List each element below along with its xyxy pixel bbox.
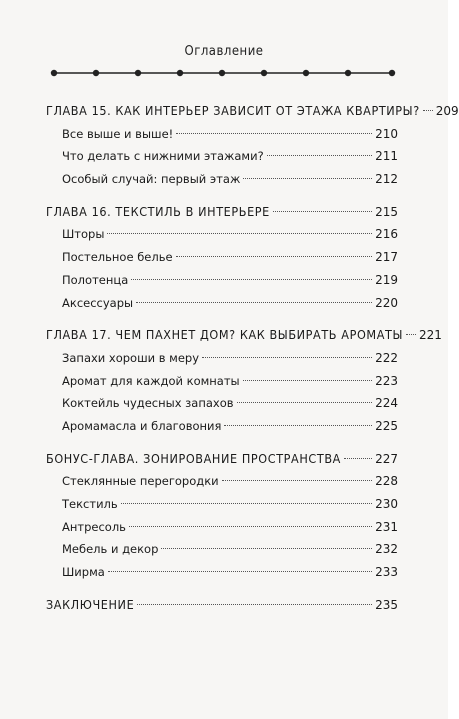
dot-leader bbox=[243, 380, 372, 381]
item-label: Постельное белье bbox=[62, 250, 173, 265]
dot-leader bbox=[161, 548, 372, 549]
toc-item[interactable] bbox=[46, 123, 398, 146]
item-label: Особый случай: первый этаж bbox=[62, 172, 241, 187]
dot-leader bbox=[131, 279, 372, 280]
toc-item[interactable] bbox=[46, 246, 398, 269]
dot-leader bbox=[243, 178, 372, 179]
page-title: Оглавление bbox=[184, 44, 264, 59]
item-label: Полотенца bbox=[62, 272, 129, 287]
dot-leader bbox=[423, 110, 433, 111]
dot-leader bbox=[137, 604, 372, 605]
dot-leader bbox=[108, 571, 372, 572]
dot-leader bbox=[202, 357, 372, 358]
page-number: 215 bbox=[375, 204, 398, 219]
toc-item[interactable] bbox=[46, 516, 398, 539]
dot-leader bbox=[224, 425, 372, 426]
chapter-title: ГЛАВА 16. ТЕКСТИЛЬ В ИНТЕРЬЕРЕ bbox=[46, 203, 270, 219]
page-number: 212 bbox=[375, 172, 398, 187]
page-number: 223 bbox=[375, 373, 398, 388]
dot-leader bbox=[129, 526, 372, 527]
toc-chapter-17[interactable] bbox=[46, 324, 442, 347]
dot-leader bbox=[136, 302, 372, 303]
toc-item[interactable] bbox=[46, 538, 398, 561]
section-gap bbox=[46, 191, 398, 201]
toc-item[interactable] bbox=[46, 269, 398, 292]
item-label: Антресоль bbox=[62, 519, 126, 534]
page-number: 233 bbox=[375, 565, 398, 580]
page-number: 216 bbox=[375, 227, 398, 242]
toc-item[interactable] bbox=[46, 168, 398, 191]
dot-leader bbox=[121, 503, 372, 504]
page-number: 228 bbox=[375, 474, 398, 489]
dot-leader bbox=[237, 402, 373, 403]
toc-chapter-15[interactable] bbox=[46, 100, 459, 123]
toc-item[interactable] bbox=[46, 470, 398, 493]
chapter-title: ЗАКЛЮЧЕНИЕ bbox=[46, 596, 135, 612]
page-number: 235 bbox=[375, 597, 398, 612]
item-label: Запахи хороши в меру bbox=[62, 350, 200, 365]
page-number: 225 bbox=[375, 418, 398, 433]
page-number: 210 bbox=[375, 126, 398, 141]
dot-leader bbox=[176, 256, 373, 257]
page-number: 209 bbox=[435, 104, 459, 118]
table-of-contents bbox=[46, 100, 459, 616]
dot-leader bbox=[222, 480, 372, 481]
toc-item[interactable] bbox=[46, 493, 398, 516]
item-label: Аромамасла и благовония bbox=[62, 418, 222, 433]
page-number: 217 bbox=[375, 250, 398, 265]
item-label: Коктейль чудесных запахов bbox=[62, 396, 234, 411]
dot-leader bbox=[406, 334, 416, 335]
item-label: Аксессуары bbox=[62, 295, 134, 310]
page-number: 232 bbox=[375, 542, 398, 557]
page-number: 219 bbox=[375, 272, 398, 287]
page-number: 222 bbox=[375, 350, 398, 365]
toc-item[interactable] bbox=[46, 292, 398, 315]
page-number: 227 bbox=[375, 451, 398, 466]
toc-item[interactable] bbox=[46, 145, 398, 168]
toc-conclusion[interactable] bbox=[46, 594, 398, 617]
toc-item[interactable] bbox=[46, 370, 398, 393]
page-number: 224 bbox=[375, 396, 398, 411]
page-number: 211 bbox=[375, 149, 398, 164]
toc-item[interactable] bbox=[46, 561, 398, 584]
dot-leader bbox=[267, 155, 372, 156]
toc-item[interactable] bbox=[46, 347, 398, 370]
item-label: Текстиль bbox=[62, 497, 118, 511]
item-label: Что делать с нижними этажами? bbox=[62, 149, 264, 164]
item-label: Стеклянные перегородки bbox=[62, 474, 219, 489]
dot-leader bbox=[107, 233, 372, 234]
section-gap bbox=[46, 314, 398, 324]
page-number: 220 bbox=[375, 295, 398, 310]
chapter-title: ГЛАВА 17. ЧЕМ ПАХНЕТ ДОМ? КАК ВЫБИРАТЬ АРОМАТЫ bbox=[46, 327, 403, 343]
toc-chapter-bonus[interactable] bbox=[46, 448, 398, 471]
toc-item[interactable] bbox=[46, 223, 398, 246]
dot-leader bbox=[273, 211, 372, 212]
item-label: Аромат для каждой комнаты bbox=[62, 373, 240, 388]
page-number: 221 bbox=[418, 328, 442, 343]
page-number: 231 bbox=[375, 519, 398, 534]
dot-leader bbox=[344, 458, 372, 459]
toc-chapter-16[interactable] bbox=[46, 201, 398, 224]
toc-item[interactable] bbox=[46, 415, 398, 438]
toc-item[interactable] bbox=[46, 392, 398, 415]
section-gap bbox=[46, 438, 398, 448]
dot-leader bbox=[176, 133, 372, 134]
item-label: Все выше и выше! bbox=[62, 126, 174, 141]
section-gap bbox=[46, 584, 398, 594]
chapter-title: ГЛАВА 15. КАК ИНТЕРЬЕР ЗАВИСИТ ОТ ЭТАЖА КВАРТИРЫ? bbox=[46, 103, 420, 118]
item-label: Ширма bbox=[62, 565, 105, 580]
dotted-divider bbox=[50, 66, 396, 80]
page-number: 230 bbox=[375, 497, 398, 511]
item-label: Шторы bbox=[62, 227, 105, 242]
item-label: Мебель и декор bbox=[62, 542, 159, 557]
chapter-title: БОНУС-ГЛАВА. ЗОНИРОВАНИЕ ПРОСТРАНСТВА bbox=[46, 450, 341, 466]
